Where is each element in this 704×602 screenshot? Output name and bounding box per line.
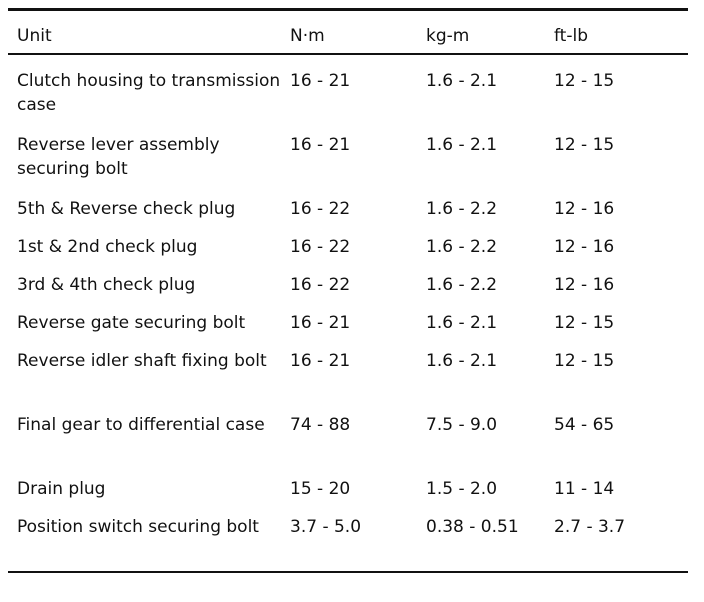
cell-nm: 15 - 20 [290,479,351,499]
table-row [8,303,688,341]
table-row [8,61,688,125]
cell-unit: Final gear to differential case [17,415,265,435]
cell-unit: 5th & Reverse check plug [17,199,236,219]
torque-spec-table [8,8,688,573]
cell-ftlb: 2.7 - 3.7 [554,517,626,537]
cell-kgm: 1.6 - 2.1 [426,313,498,333]
cell-kgm: 1.6 - 2.1 [426,71,498,91]
cell-nm: 3.7 - 5.0 [290,517,362,537]
cell-kgm: 1.5 - 2.0 [426,479,498,499]
table-row [8,189,688,227]
cell-unit: 3rd & 4th check plug [17,275,196,295]
table-row [8,341,688,405]
cell-unit: 1st & 2nd check plug [17,237,198,257]
cell-nm: 16 - 21 [290,71,351,91]
cell-unit: Position switch securing bolt [17,517,259,537]
cell-unit: Drain plug [17,479,106,499]
header-nm: N·m [290,26,325,46]
header-ftlb: ft-lb [554,26,588,46]
cell-ftlb: 12 - 15 [554,351,615,371]
cell-unit: Clutch housing to transmission case [17,71,281,115]
table-row [8,265,688,303]
cell-nm: 16 - 22 [290,237,351,257]
cell-ftlb: 12 - 16 [554,237,615,257]
table-body [8,61,688,571]
cell-unit: Reverse gate securing bolt [17,313,246,333]
cell-kgm: 1.6 - 2.1 [426,351,498,371]
table-bottom-rule [8,571,688,573]
cell-kgm: 0.38 - 0.51 [426,517,519,537]
cell-ftlb: 12 - 15 [554,313,615,333]
cell-nm: 16 - 21 [290,313,351,333]
cell-nm: 16 - 21 [290,135,351,155]
cell-kgm: 1.6 - 2.2 [426,199,498,219]
cell-nm: 16 - 21 [290,351,351,371]
cell-kgm: 7.5 - 9.0 [426,415,498,435]
cell-ftlb: 12 - 15 [554,135,615,155]
cell-ftlb: 12 - 16 [554,275,615,295]
table-row [8,405,688,469]
cell-nm: 74 - 88 [290,415,351,435]
header-kgm: kg-m [426,26,470,46]
cell-nm: 16 - 22 [290,275,351,295]
cell-kgm: 1.6 - 2.1 [426,135,498,155]
cell-ftlb: 54 - 65 [554,415,615,435]
table-row [8,507,688,571]
torque-table [8,11,688,571]
cell-unit: Reverse idler shaft fixing bolt [17,351,267,371]
table-row [8,469,688,507]
table-header [8,11,688,61]
cell-unit: Reverse lever assembly securing bolt [17,135,220,179]
header-unit: Unit [17,26,52,46]
header-row [8,11,688,53]
cell-nm: 16 - 22 [290,199,351,219]
cell-ftlb: 12 - 15 [554,71,615,91]
cell-ftlb: 12 - 16 [554,199,615,219]
cell-ftlb: 11 - 14 [554,479,615,499]
table-row [8,227,688,265]
cell-kgm: 1.6 - 2.2 [426,275,498,295]
cell-kgm: 1.6 - 2.2 [426,237,498,257]
table-row [8,125,688,189]
